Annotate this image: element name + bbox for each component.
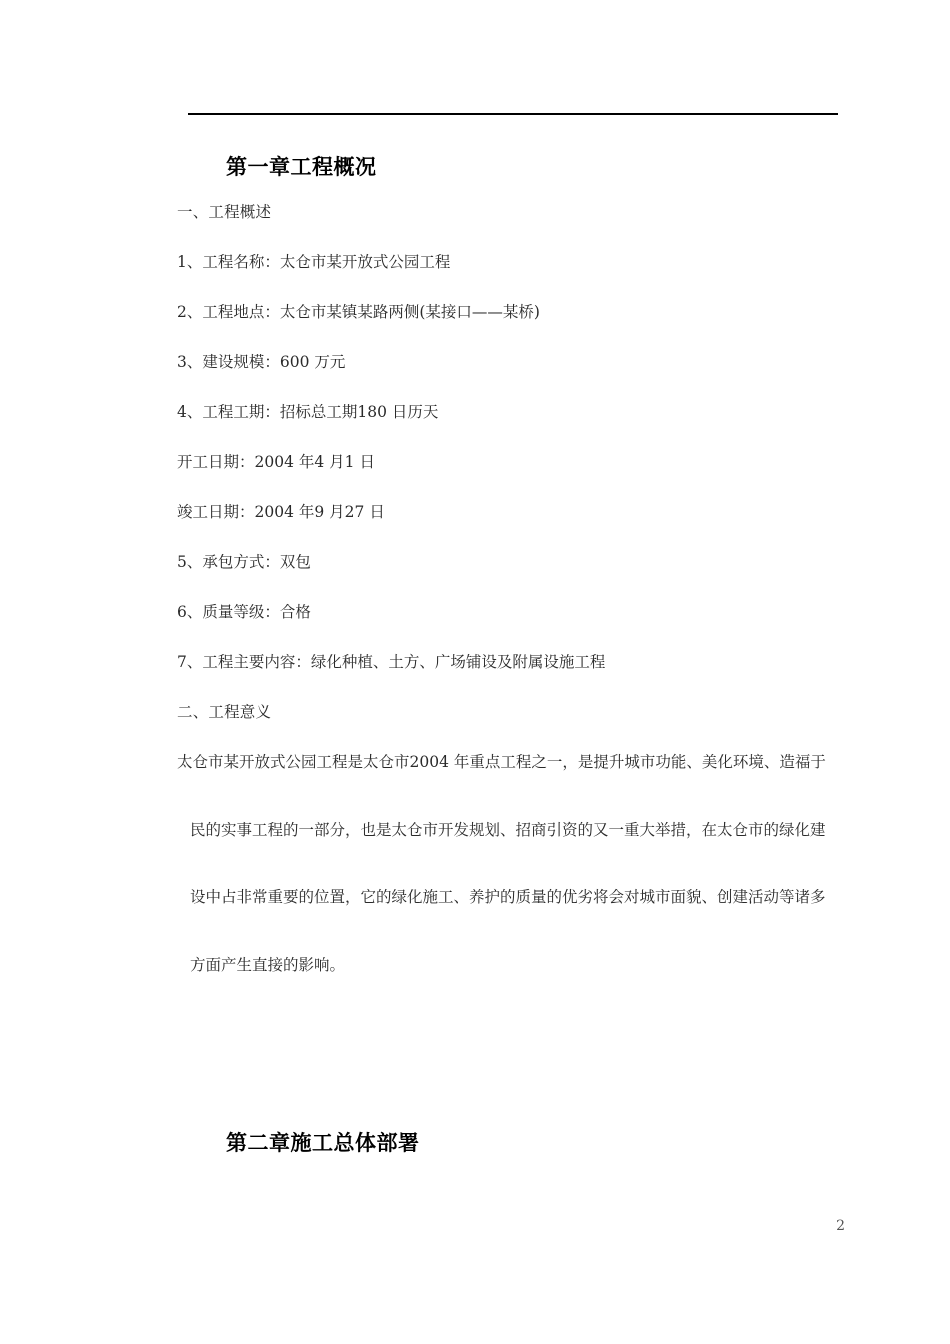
paragraph-line: 民的实事工程的一部分，也是太仓市开发规划、招商引资的又一重大举措，在太仓市的绿化建 bbox=[190, 820, 826, 839]
page-number: 2 bbox=[836, 1218, 845, 1234]
section-heading-two: 二、工程意义 bbox=[177, 703, 272, 721]
chapter-one-title: 第一章工程概况 bbox=[226, 155, 377, 180]
list-item: 2、工程地点：太仓市某镇某路两侧(某接口——某桥) bbox=[177, 303, 540, 321]
chapter-one-body bbox=[177, 205, 877, 1025]
list-item: 3、建设规模：600 万元 bbox=[177, 353, 346, 371]
list-item: 竣工日期：2004 年9 月27 日 bbox=[177, 503, 385, 521]
header-rule bbox=[188, 113, 838, 115]
section-heading-one: 一、工程概述 bbox=[177, 203, 272, 221]
paragraph-line: 设中占非常重要的位置，它的绿化施工、养护的质量的优劣将会对城市面貌、创建活动等诸多 bbox=[190, 888, 826, 906]
list-item: 7、工程主要内容：绿化种植、土方、广场铺设及附属设施工程 bbox=[177, 653, 606, 671]
list-item: 4、工程工期：招标总工期180 日历天 bbox=[177, 403, 439, 421]
chapter-two-title: 第二章施工总体部署 bbox=[226, 1131, 420, 1156]
list-item: 1、工程名称：太仓市某开放式公园工程 bbox=[177, 253, 451, 271]
paragraph-line: 太仓市某开放式公园工程是太仓市2004 年重点工程之一，是提升城市功能、美化环境、造福于 bbox=[177, 753, 826, 771]
paragraph-line: 方面产生直接的影响。 bbox=[190, 955, 346, 974]
list-item: 5、承包方式：双包 bbox=[177, 553, 311, 571]
significance-paragraph bbox=[177, 755, 877, 973]
list-item: 开工日期：2004 年4 月1 日 bbox=[177, 453, 375, 471]
list-item: 6、质量等级：合格 bbox=[177, 603, 311, 621]
